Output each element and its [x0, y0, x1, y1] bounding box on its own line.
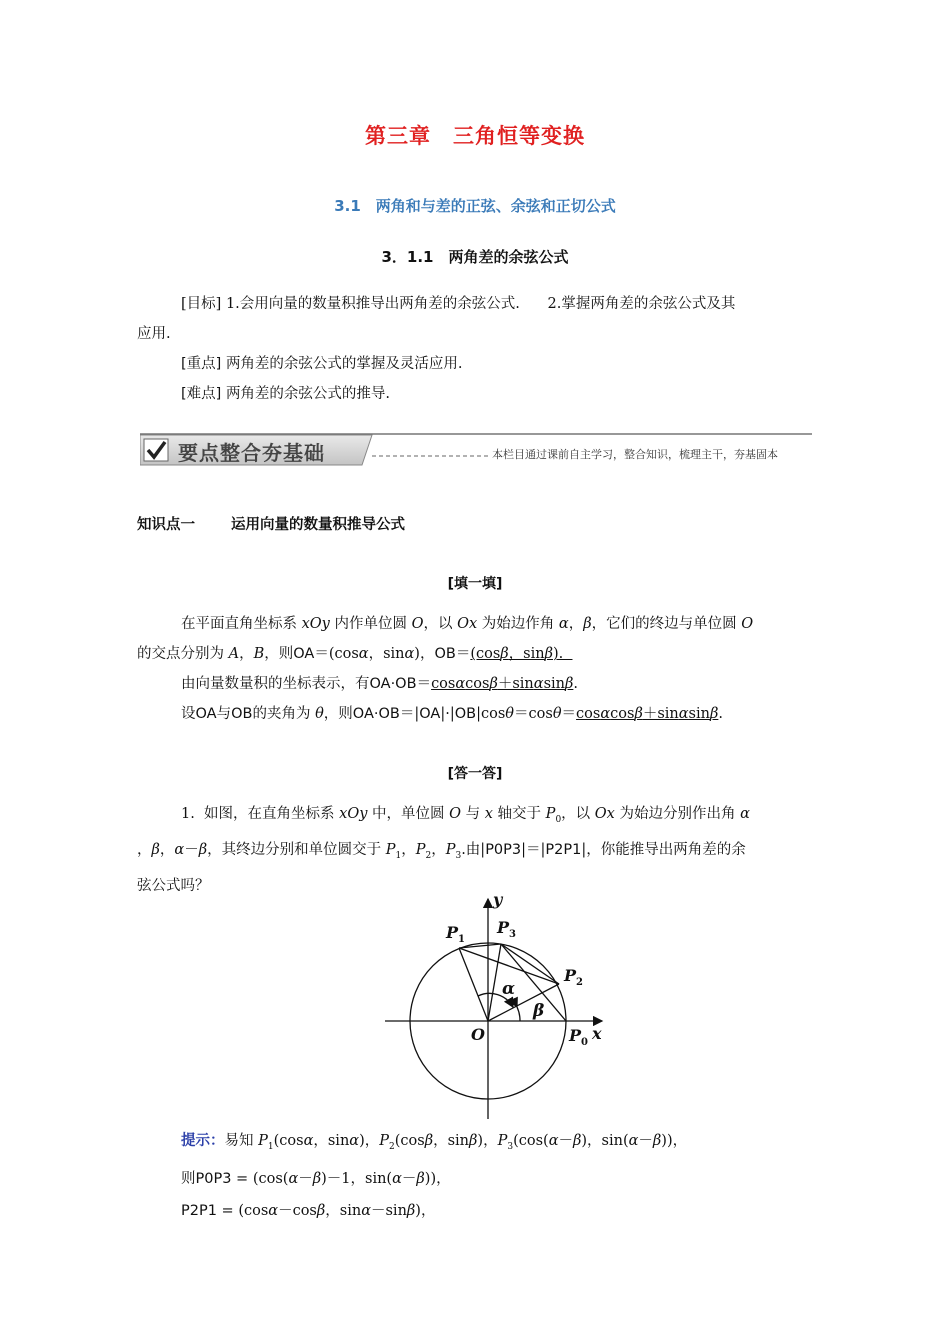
p1-label: $P_1$: [446, 923, 465, 945]
hint-line-2: 则P0P3 = (cos(α－β)－1，sin(α－β))，: [181, 1170, 451, 1187]
beta-label: β: [533, 1001, 545, 1021]
fill-heading: [填一填]: [447, 576, 503, 592]
knowledge-title: 运用向量的数量积推导公式: [231, 517, 405, 533]
section-banner: [140, 432, 812, 468]
p2-label: $P_2$: [564, 966, 583, 988]
hint-label: 提示：: [181, 1133, 225, 1149]
knowledge-heading: [137, 513, 405, 534]
fill-line-2: 的交点分别为 A，B，则OA＝(cosα，sinα)，OB＝(cosβ，sinβ).: [137, 646, 573, 662]
unit-circle-diagram: [380, 893, 620, 1123]
chapter-title: 第三章 三角恒等变换: [365, 124, 585, 148]
answer-heading: [答一答]: [447, 766, 503, 782]
ray-p1: [459, 948, 488, 1021]
section-title: 3.1 两角和与差的正弦、余弦和正切公式: [334, 197, 616, 215]
ray-p2: [488, 984, 559, 1021]
key-label: [重点]: [181, 356, 222, 372]
p3-label: $P_3$: [497, 918, 516, 940]
key-text: 两角差的余弦公式的掌握及灵活应用.: [225, 356, 463, 372]
question-paragraph: [137, 799, 817, 901]
fill-line-1: 在平面直角坐标系 xOy 内作单位圆 O，以 Ox 为始边作角 α，β，它们的终边与单位圆 O: [181, 616, 754, 632]
difficult-text: 两角差的余弦公式的推导.: [225, 386, 391, 402]
alpha-label: α: [502, 979, 516, 999]
p0-label: $P_0$: [569, 1026, 588, 1048]
hint-block: [181, 1125, 821, 1227]
question-line-3: 弦公式吗？: [137, 877, 210, 894]
origin-label: O: [471, 1025, 485, 1044]
question-line-1: 1. 如图，在直角坐标系 xOy 中，单位圆 O 与 x 轴交于 $P_0$，以 Ox 为始边分别作出角 α: [181, 806, 750, 825]
y-axis-label: y: [493, 893, 503, 909]
fill-paragraph: [137, 609, 817, 729]
subsection-title: 3．1.1 两角差的余弦公式: [381, 248, 569, 266]
banner-title: 要点整合夯基础: [178, 441, 325, 465]
fill-line-3: 由向量数量积的坐标表示，有OA·OB＝cosαcosβ＋sinαsinβ.: [181, 676, 578, 692]
question-line-2: ，β，α－β，其终边分别和单位圆交于 $P_1$，$P_2$，$P_3$.由|P0P3|＝|P2P1|，你能推导出两角差的余: [137, 841, 746, 861]
ray-p3: [488, 944, 501, 1021]
difficult-label: [难点]: [181, 386, 222, 402]
x-axis-label: x: [592, 1024, 602, 1043]
hint-line-1: 提示：易知 $P_1(\cos\alpha$，sinα)，$P_2(\cos\beta$，sinβ)，$P_3(\cos(\alpha-\beta)$，sin(α－β))，: [181, 1133, 688, 1152]
fill-line-4: 设OA与OB的夹角为 θ，则OA·OB＝|OA|·|OB|cosθ＝cosθ＝cosαcosβ＋sinαsinβ.: [181, 706, 723, 722]
goals-block: [137, 289, 817, 409]
target-text-2: 2.掌握两角差的余弦公式及其: [547, 296, 736, 312]
target-label: [目标]: [181, 296, 222, 312]
hint-line-3: P2P1 = (cosα－cosβ，sinα－sinβ)，: [181, 1202, 436, 1219]
banner-subtitle: 本栏目通过课前自主学习，整合知识，梳理主干，夯基固本: [492, 448, 778, 461]
target-text-1: 1.会用向量的数量积推导出两角差的余弦公式.: [225, 296, 520, 312]
beta-arc: [517, 1007, 520, 1021]
knowledge-label: 知识点一: [137, 517, 195, 533]
target-text-cont: 应用.: [137, 326, 171, 342]
